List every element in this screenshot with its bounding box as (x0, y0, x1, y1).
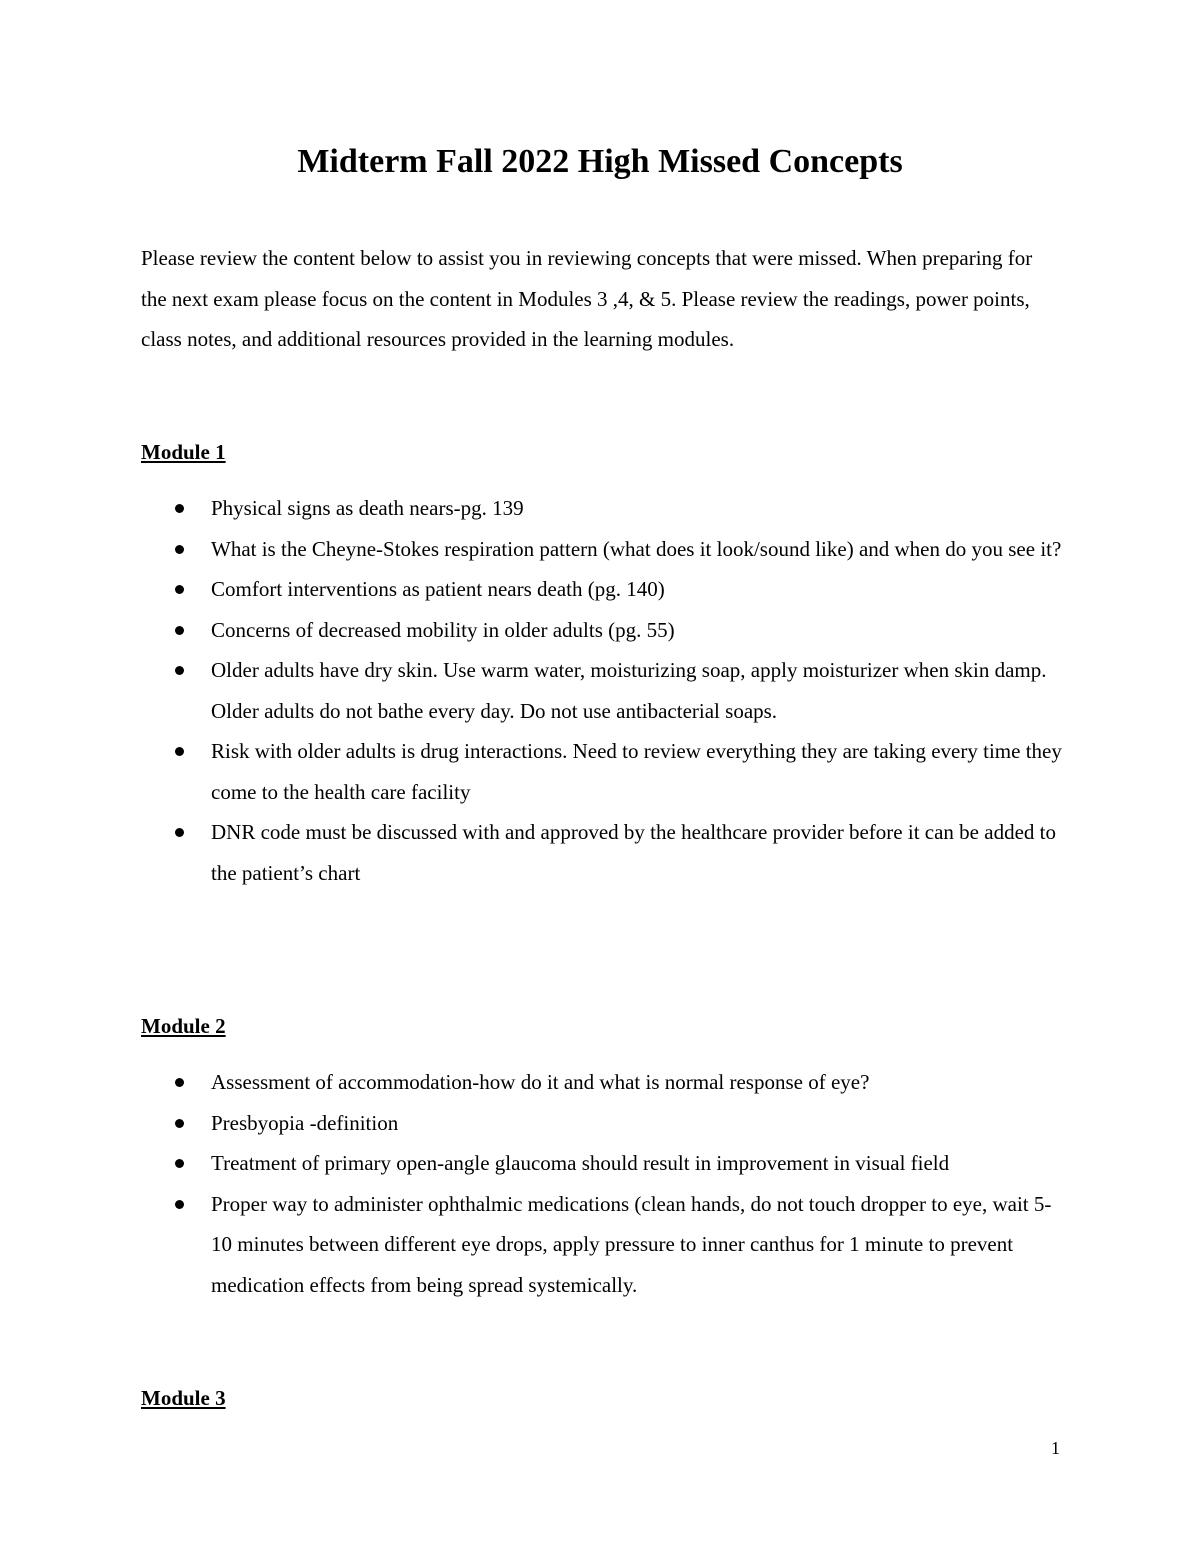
list-item-text: Older adults have dry skin. Use warm water, moisturizing soap, apply moisturizer when skin damp. Older adults do not bathe every day. Do not use antibacterial soaps. (211, 658, 1047, 723)
bullet-icon (175, 828, 184, 837)
bullet-icon (175, 504, 184, 513)
bullet-icon (175, 666, 184, 675)
list-item-text: What is the Cheyne-Stokes respiration pattern (what does it look/sound like) and when do you see it? (211, 536, 1062, 561)
module-2-list (141, 1062, 1071, 1305)
bullet-icon (175, 1078, 184, 1087)
bullet-icon (175, 1200, 184, 1209)
module-1-heading: Module 1 (141, 440, 226, 464)
list-item (141, 1103, 1071, 1144)
list-item-text: Risk with older adults is drug interactions. Need to review everything they are taking every time they come to the health care facility (211, 739, 1062, 804)
module-3-heading: Module 3 (141, 1386, 226, 1410)
list-item (141, 488, 1071, 529)
list-item (141, 1184, 1071, 1306)
bullet-icon (175, 585, 184, 594)
bullet-icon (175, 1159, 184, 1168)
list-item-text: Proper way to administer ophthalmic medications (clean hands, do not touch dropper to eye, wait 5-10 minutes between different eye drops, apply pressure to inner canthus for 1 minute to prevent medication effects from being spread systemically. (211, 1191, 1052, 1297)
list-item (141, 1062, 1071, 1103)
list-item-text: Physical signs as death nears-pg. 139 (211, 496, 524, 520)
bullet-icon (175, 1119, 184, 1128)
module-1-list (141, 488, 1071, 893)
list-item (141, 1143, 1071, 1184)
list-item (141, 529, 1071, 570)
list-item-text: Assessment of accommodation-how do it and what is normal response of eye? (211, 1070, 870, 1094)
bullet-icon (175, 747, 184, 756)
intro-paragraph: Please review the content below to assist you in reviewing concepts that were missed. When preparing for the next exam please focus on the content in Modules 3 ,4, & 5. Please review the readings, power points, class notes, and additional resources provided in the learning modules. (141, 246, 1033, 351)
list-item (141, 650, 1071, 731)
list-item-text: DNR code must be discussed with and approved by the healthcare provider before it can be added to the patient’s chart (211, 820, 1056, 885)
list-item-text: Presbyopia -definition (211, 1110, 399, 1135)
bullet-icon (175, 545, 184, 554)
bullet-icon (175, 626, 184, 635)
page-number: 1 (1051, 1438, 1060, 1458)
list-item-text: Treatment of primary open-angle glaucoma should result in improvement in visual field (211, 1151, 950, 1175)
list-item (141, 812, 1071, 893)
list-item-text: Comfort interventions as patient nears death (pg. 140) (211, 577, 665, 601)
list-item (141, 610, 1071, 651)
list-item (141, 569, 1071, 610)
list-item-text: Concerns of decreased mobility in older adults (pg. 55) (211, 617, 675, 642)
document-title: Midterm Fall 2022 High Missed Concepts (297, 143, 903, 180)
list-item (141, 731, 1071, 812)
module-2-heading: Module 2 (141, 1014, 226, 1038)
